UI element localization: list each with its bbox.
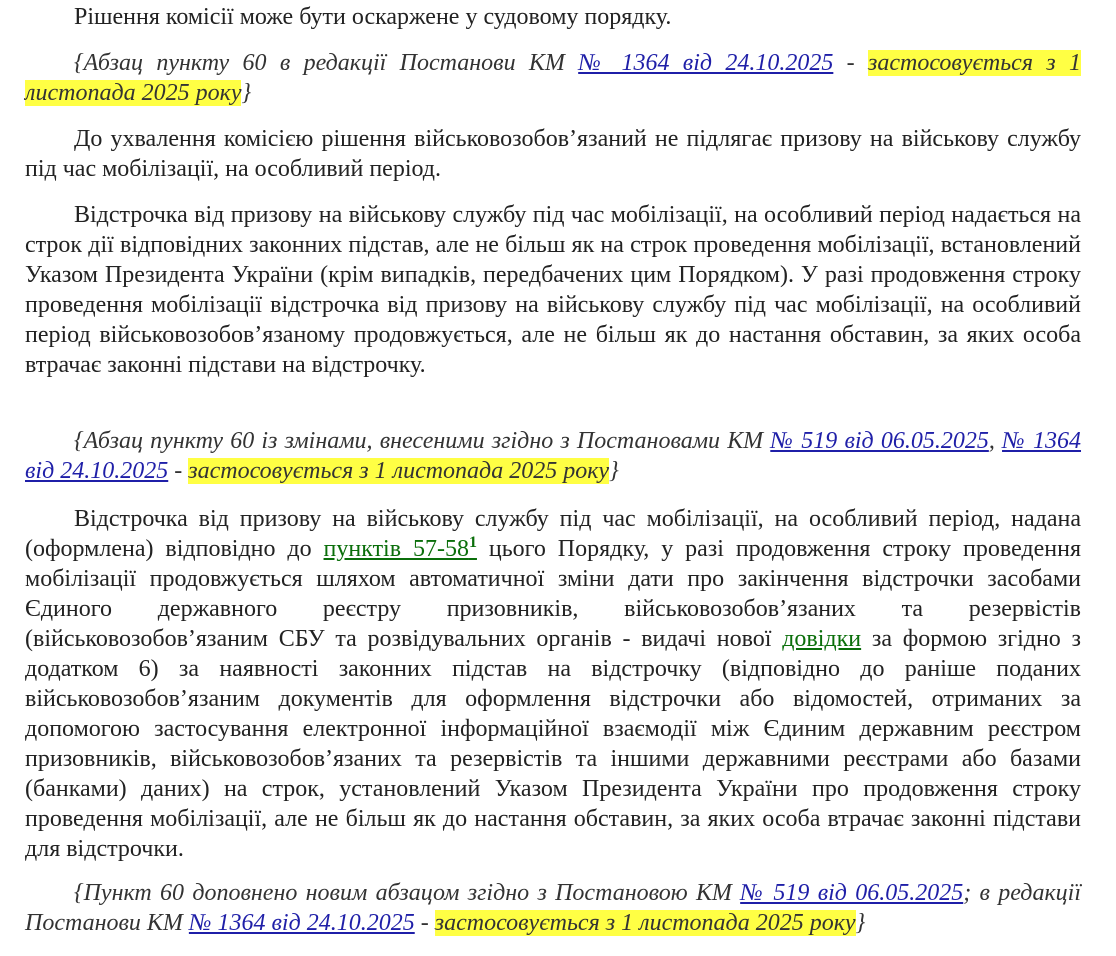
note-separator: , (988, 428, 1003, 454)
paragraph-text: До ухвалення комісією рішення військовозобов’язаний не підлягає призову на військову службу під час мобілізації, на особливий період. (25, 126, 1081, 182)
paragraph-appeal (25, 2, 1081, 32)
paragraph-text: цього Порядку, у разі продовження строку проведення мобілізації продовжується шляхом автоматичної зміни дати про закінчення відстрочки засобами Єдиного державного реєстру призовників, військовозобов’язаних та резервістів (військовозобов’язаним СБУ та розвідувальних органів - видачі нової (25, 536, 1081, 652)
paragraph-text: Рішення комісії може бути оскаржене у судовому порядку. (74, 4, 672, 30)
resolution-link-519[interactable]: № 519 від 06.05.2025 (770, 428, 989, 454)
amendment-note-1 (25, 48, 1081, 108)
effective-date-highlight: застосовується з 1 листопада 2025 року (434, 910, 856, 936)
certificate-link[interactable]: довідки (782, 626, 862, 652)
amendment-note-2 (25, 426, 1081, 486)
note-text: {Абзац пункту 60 в редакції Постанови КМ (74, 50, 579, 76)
resolution-link-519[interactable]: № 519 від 06.05.2025 (740, 880, 964, 906)
note-close: } (241, 80, 252, 106)
note-text: ; в редакції Постанови КМ (25, 880, 1082, 936)
paragraph-before-decision (25, 124, 1081, 184)
note-text: {Пункт 60 доповнено новим абзацом згідно з Постановою КМ (74, 880, 741, 906)
paragraph-deferment-extension (25, 504, 1081, 864)
points-57-58-link[interactable] (324, 536, 477, 562)
paragraph-text: за формою згідно з додатком 6) за наявності законних підстав на відстрочку (відповідно до раніше поданих військовозобов’язаним документів для оформлення відстрочки або відомостей, отриманих за допомогою застосування електронної інформаційної взаємодії між Єдиним державним реєстром призовників, військовозобов’язаних та резервістів та іншими державними реєстрами або базами (банками) даних) на строк, установлений Указом Президента України про продовження строку проведення мобілізації, але не більш як до настання обставин, за яких особа втрачає законні підстави для відстрочки. (25, 626, 1082, 862)
note-text: {Абзац пункту 60 із змінами, внесеними згідно з Постановами КМ (74, 428, 771, 454)
resolution-link-1364[interactable]: № 1364 від 24.10.2025 (25, 428, 1082, 484)
amendment-note-3 (25, 878, 1081, 938)
effective-date-highlight: застосовується з 1 листопада 2025 року (25, 50, 1081, 106)
resolution-link-1364[interactable]: № 1364 від 24.10.2025 (578, 50, 834, 76)
points-link-label: пунктів 57-58 (323, 536, 469, 562)
note-separator: - (414, 910, 435, 936)
note-close: } (609, 458, 619, 484)
paragraph-text: Відстрочка від призову на військову службу під час мобілізації, на особливий період надається на строк дії відповідних законних підстав, але не більш як на строк проведення мобілізації, встановлений Указом Президента України (крім випадків, передбачених цим Порядком). У разі продовження строку проведення мобілізації відстрочка від призову на військову службу під час мобілізації, на особливий період військовозобов’язаному продовжується, але не більш як до настання обставин, за яких особа втрачає законні підстави на відстрочку. (25, 202, 1081, 378)
paragraph-deferment-term (25, 200, 1081, 380)
paragraph-text: Відстрочка від призову на військову службу під час мобілізації, на особливий період, надана (оформлена) відповідно до (25, 506, 1081, 562)
resolution-link-1364[interactable]: № 1364 від 24.10.2025 (188, 910, 415, 936)
effective-date-highlight: застосовується з 1 листопада 2025 року (188, 458, 610, 484)
superscript-marker: 1 (468, 534, 477, 551)
note-close: } (855, 910, 866, 936)
note-separator: - (168, 458, 189, 484)
note-separator: - (833, 50, 868, 76)
